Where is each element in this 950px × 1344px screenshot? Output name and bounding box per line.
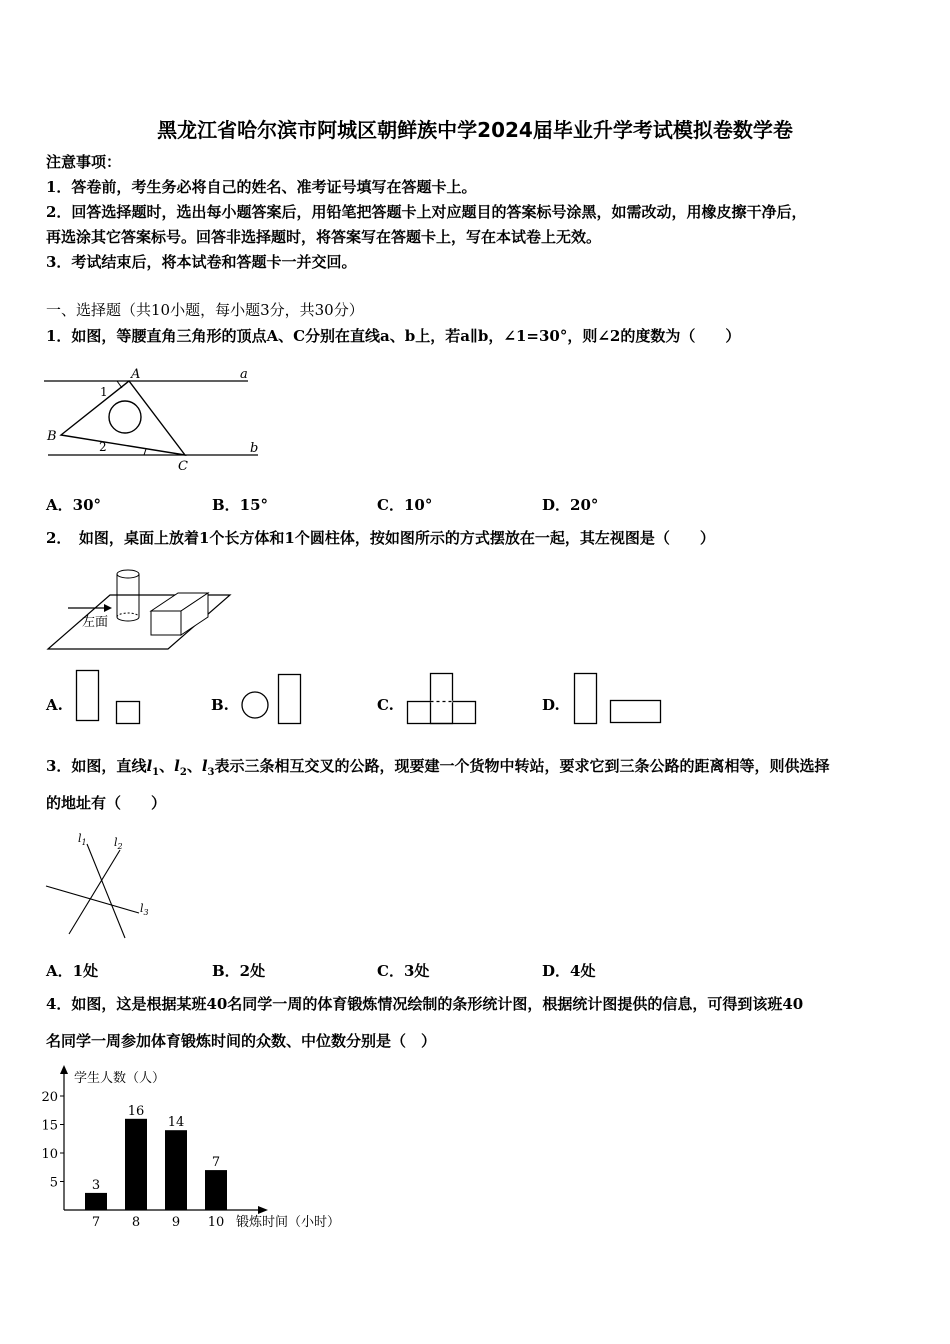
q3-label-l3: $l_3$ bbox=[140, 902, 149, 917]
bar bbox=[125, 1119, 147, 1210]
q3-option-a[interactable]: A．1处 bbox=[46, 962, 99, 980]
q1-figure bbox=[44, 362, 264, 477]
q2-option-b-figure bbox=[238, 672, 308, 728]
q2-label-left: 左面 bbox=[82, 615, 109, 630]
q1-label-1: 1 bbox=[100, 385, 108, 399]
y-tick-label: 10 bbox=[41, 1147, 58, 1162]
chart-ylabel: 学生人数（人） bbox=[74, 1071, 166, 1086]
q2-option-a[interactable]: A. bbox=[46, 696, 63, 714]
q2-option-d-figure bbox=[570, 670, 666, 728]
q1-option-d[interactable]: D．20° bbox=[542, 496, 599, 514]
q2-figure bbox=[44, 565, 234, 655]
page-title: 黑龙江省哈尔滨市阿城区朝鲜族中学2024届毕业升学考试模拟卷数学卷 bbox=[157, 118, 793, 142]
q1-text: 1．如图，等腰直角三角形的顶点A、C分别在直线a、b上，若a∥b，∠1=30°，则∠2的度数为（ ） bbox=[46, 327, 741, 345]
q1-label-A: A bbox=[131, 367, 141, 382]
chart-xlabel: 锻炼时间（小时） bbox=[236, 1215, 341, 1230]
q3-text-line2: 的地址有（ ） bbox=[46, 794, 167, 812]
q1-label-B: B bbox=[47, 429, 57, 444]
q2-option-c-figure bbox=[404, 670, 480, 728]
q2-option-b[interactable]: B. bbox=[211, 696, 229, 714]
q3-text-line1: 3．如图，直线$l_1$、$l_2$、$l_3$表示三条相互交叉的公路，现要建一个货物中转站，要求它到三条公路的距离相等，则供选择 bbox=[46, 757, 830, 778]
q1-option-c[interactable]: C．10° bbox=[377, 496, 433, 514]
notice-line-2a: 2．回答选择题时，选出每小题答案后，用铅笔把答题卡上对应题目的答案标号涂黑，如需改动，用橡皮擦干净后， bbox=[46, 203, 807, 221]
x-tick-label: 10 bbox=[207, 1215, 225, 1230]
notice-line-2b: 再选涂其它答案标号。回答非选择题时，将答案写在答题卡上，写在本试卷上无效。 bbox=[46, 228, 602, 246]
notice-line-3: 3．考试结束后，将本试卷和答题卡一并交回。 bbox=[46, 253, 357, 271]
q2-option-c[interactable]: C. bbox=[377, 696, 394, 714]
q1-label-a: a bbox=[240, 367, 248, 382]
y-tick-label: 5 bbox=[49, 1175, 58, 1191]
q4-text-line1: 4．如图，这是根据某班40名同学一周的体育锻炼情况绘制的条形统计图，根据统计图提供的信息，可得到该班40 bbox=[46, 995, 804, 1013]
x-tick-label: 9 bbox=[171, 1215, 181, 1230]
bar-value-label: 7 bbox=[211, 1155, 221, 1171]
q1-option-b[interactable]: B．15° bbox=[212, 496, 269, 514]
q3-label-l1: $l_1$ bbox=[78, 832, 87, 847]
q3-option-d[interactable]: D．4处 bbox=[542, 962, 596, 980]
q1-label-b: b bbox=[250, 441, 259, 456]
q1-option-a[interactable]: A．30° bbox=[46, 496, 102, 514]
q2-option-d[interactable]: D. bbox=[542, 696, 560, 714]
y-tick-label: 20 bbox=[41, 1090, 58, 1105]
q3-figure bbox=[44, 830, 164, 942]
notice-heading: 注意事项： bbox=[46, 153, 122, 171]
notice-line-1: 1．答卷前，考生务必将自己的姓名、准考证号填写在答题卡上。 bbox=[46, 178, 477, 196]
y-tick-label: 15 bbox=[41, 1118, 58, 1134]
q3-label-l2: $l_2$ bbox=[114, 836, 123, 851]
q3-option-c[interactable]: C．3处 bbox=[377, 962, 430, 980]
q4-text-line2: 名同学一周参加体育锻炼时间的众数、中位数分别是（ ） bbox=[46, 1032, 437, 1050]
bar-value-label: 16 bbox=[127, 1103, 145, 1119]
q3-option-b[interactable]: B．2处 bbox=[212, 962, 266, 980]
q1-label-C: C bbox=[178, 459, 188, 474]
bar-value-label: 14 bbox=[167, 1115, 185, 1131]
bar bbox=[85, 1193, 107, 1210]
q2-option-a-figure bbox=[74, 668, 144, 728]
q1-label-2: 2 bbox=[99, 440, 107, 454]
bar bbox=[205, 1170, 227, 1210]
bar-chart bbox=[40, 1062, 370, 1242]
bar bbox=[165, 1130, 187, 1210]
x-tick-label: 8 bbox=[131, 1215, 141, 1230]
bar-value-label: 3 bbox=[91, 1177, 101, 1193]
section-heading: 一、选择题（共10小题，每小题3分，共30分） bbox=[46, 301, 364, 319]
q2-text: 2． 如图，桌面上放着1个长方体和1个圆柱体，按如图所示的方式摆放在一起，其左视图是（ ） bbox=[46, 529, 715, 547]
x-tick-label: 7 bbox=[91, 1215, 101, 1230]
